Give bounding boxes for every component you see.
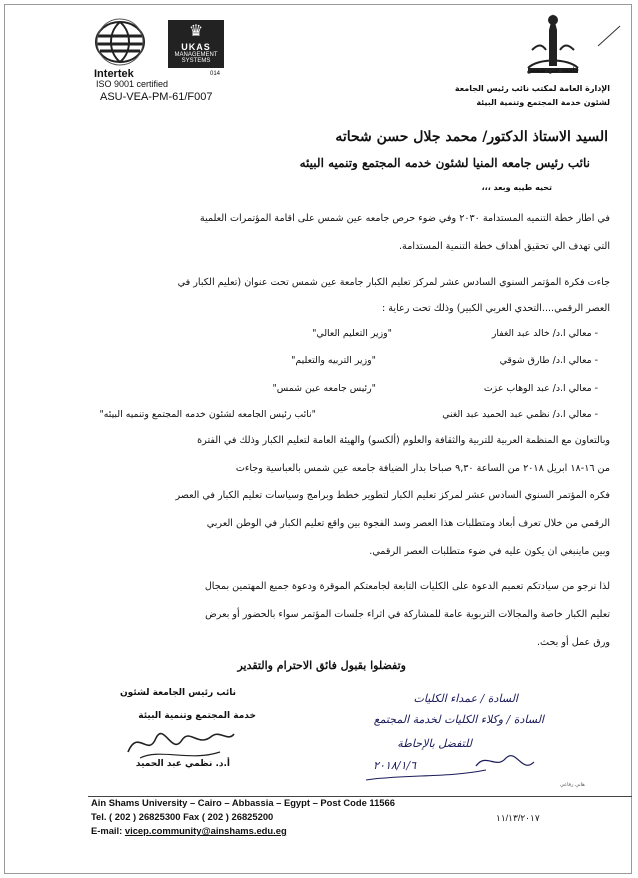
signatory-name: أ.د. نظمي عبد الحميد: [135, 759, 230, 769]
university-seal-text: جامعة عين شمس: [526, 66, 580, 74]
ukas-sublabel: MANAGEMENT SYSTEMS: [174, 52, 218, 64]
paragraph-line: من ١٦-١٨ ابريل ٢٠١٨ من الساعة ٩,٣٠ صباحا بدار الضيافة جامعه عين شمس بالعباسية وجاءت: [235, 463, 610, 474]
paragraph-line: ورق عمل أو بحث.: [536, 637, 610, 648]
footer-email: [91, 825, 287, 836]
ukas-number: 014: [210, 71, 221, 77]
crown-icon: ♛: [188, 21, 204, 40]
email-link[interactable]: vicep.community@ainshams.edu.eg: [124, 825, 287, 836]
signature-title-line1: نائب رئيس الجامعة لشئون: [120, 688, 236, 698]
signature-mark: [120, 718, 240, 764]
handwritten-line: السادة / وكلاء الكليات لخدمة المجتمع: [373, 713, 544, 726]
patron-title: "نائب رئيس الجامعه لشئون خدمه المجتمع وتنميه البيئه": [99, 409, 316, 420]
addressee-name: السيد الاستاذ الدكتور/ محمد جلال حسن شحاته: [335, 129, 608, 145]
patron-name: - معالي ا.د/ خالد عبد الغفار: [491, 328, 598, 339]
pen-stroke-mark: [596, 24, 622, 48]
paragraph-line: فكره المؤتمر السنوي السادس عشر لمركز تعليم الكبار لتطوير خطط وبرامج وسياسات تعليم الكبار في العصر: [175, 490, 610, 501]
email-label: E-mail:: [91, 825, 125, 836]
patron-name: - معالي ا.د/ نظمي عبد الحميد عبد الغني: [442, 409, 598, 420]
iso-certification: ISO 9001 certified: [96, 79, 169, 89]
patron-name: - معالي ا.د/ طارق شوقي: [499, 355, 598, 366]
certification-globe-logo: [94, 18, 162, 68]
paragraph-line: لذا نرجو من سيادتكم تعميم الدعوة على الكليات التابعة لجامعتكم الموقرة ودعوة جميع المهتمين بمجال: [204, 581, 610, 592]
handwritten-line: السادة / عمداء الكليات: [413, 692, 518, 705]
paragraph-line: جاءت فكرة المؤتمر السنوي السادس عشر لمركز تعليم الكبار جامعة عين شمس تحت عنوان (تعليم الكبار في: [177, 277, 610, 288]
paragraph-line: التي تهدف الي تحقيق أهداف خطة التنمية المستدامة.: [399, 241, 610, 252]
patron-title: "وزير التربيه والتعليم": [291, 355, 376, 366]
document-reference-code: ASU-VEA-PM-61/F007: [100, 91, 213, 103]
paragraph-line: العصر الرقمي....التحدي العربي الكبير) وذلك تحت رعاية :: [381, 303, 610, 314]
paragraph-line: في اطار خطة التنميه المستدامة ٢٠٣٠ وفي ضوء حرص جامعه عين شمس على اقامة المؤتمرات العلمية: [199, 213, 610, 224]
closing-line: وتفضلوا بقبول فائق الاحترام والتقدير: [237, 659, 406, 672]
paragraph-line: تعليم الكبار خاصة والمجالات التربوية عامة للمشاركة في اثراء جلسات المؤتمر سواء بالحضور أو بعرض: [205, 609, 610, 620]
greeting: تحيه طيبه وبعد ،،،: [481, 183, 552, 192]
handwritten-date: ٢٠١٨/١/٦: [373, 759, 416, 772]
patron-name: - معالي ا.د/ عبد الوهاب عزت: [483, 383, 598, 394]
ukas-label: UKAS: [181, 42, 211, 52]
handwritten-signature: [326, 708, 576, 788]
footer-date: ١١/١٣/٢٠١٧: [496, 813, 540, 823]
footer-phone-fax: Tel. ( 202 ) 26825300 Fax ( 202 ) 26825200: [91, 811, 274, 822]
paragraph-line: الرقمي من خلال تعرف أبعاد ومتطلبات هذا العصر وسد الفجوة بين واقع تعليم الكبار في الوطن العربي: [206, 518, 610, 529]
clerk-note: هاني رفاعي: [560, 782, 585, 788]
footer-address: Ain Shams University – Cairo – Abbassia – Egypt – Post Code 11566: [91, 797, 395, 808]
patron-title: "وزير التعليم العالي": [312, 328, 392, 339]
ukas-logo: [168, 20, 224, 68]
signature-title-line2: خدمة المجتمع وتنمية البيئة: [138, 711, 256, 721]
handwritten-line: للتفضل بالإحاطة: [397, 737, 472, 750]
admin-office-line2: لشئون خدمة المجتمع وتنمية البيئة: [476, 98, 610, 107]
intertek-wordmark: Intertek: [94, 68, 134, 80]
paragraph-line: وبالتعاون مع المنظمة العربية للتربية والثقافة والعلوم (ألكسو) والهيئة العامة لتعليم الكبار وذلك في الفترة: [197, 435, 610, 446]
paragraph-line: وبين ماينبغي ان يكون عليه في ضوء متطلبات العصر الرقمي.: [369, 546, 610, 557]
addressee-position: نائب رئيس جامعه المنيا لشئون خدمه المجتمع وتنميه البيئه: [299, 156, 590, 170]
patron-title: "رئيس جامعه عين شمس": [272, 383, 376, 394]
admin-office-line1: الإدارة العامة لمكتب نائب رئيس الجامعة: [454, 84, 610, 93]
